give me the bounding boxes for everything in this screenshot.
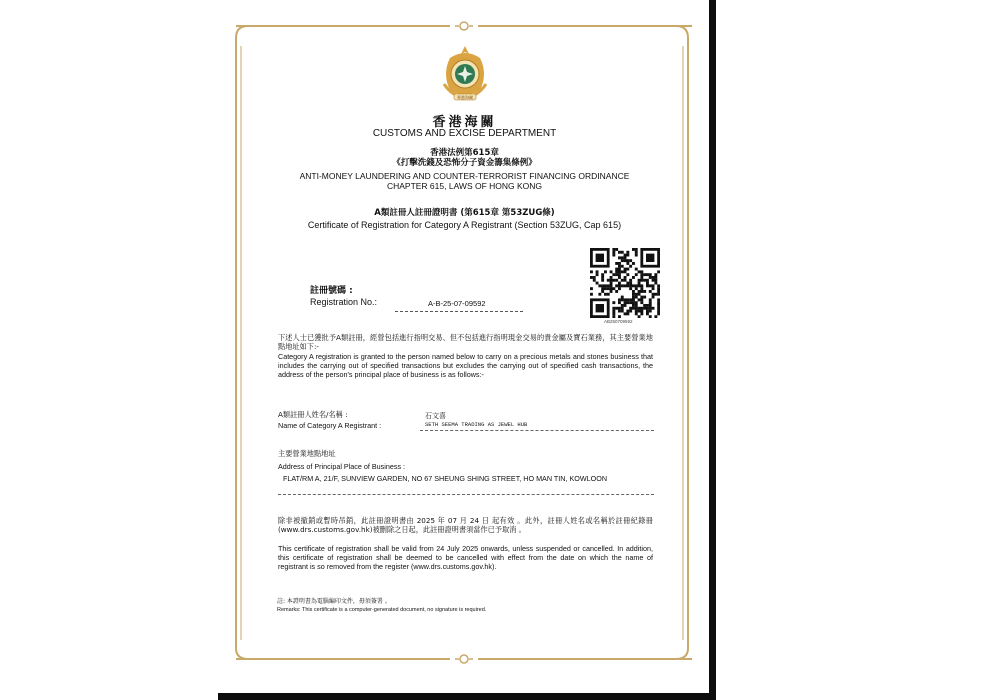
- customs-emblem-icon: [438, 44, 492, 106]
- qr-code-icon: [590, 248, 660, 318]
- viewer-edge-right: [709, 0, 716, 700]
- registration-number: A-B-25-07-09592: [428, 299, 486, 308]
- registrant-label-en: Name of Category A Registrant :: [278, 421, 382, 430]
- ordinance-en-line1: ANTI-MONEY LAUNDERING AND COUNTER-TERRORIST FINANCING ORDINANCE: [299, 171, 630, 181]
- registration-label-zh: 註冊號碼 :: [310, 286, 353, 296]
- registration-label-en: Registration No.:: [310, 297, 378, 307]
- registrant-name-zh: 石文喜: [425, 412, 446, 420]
- address-label-zh: 主要營業地點地址: [278, 449, 336, 458]
- remarks-en: Remarks: This certificate is a computer-generated document, no signature is required.: [277, 607, 487, 613]
- validity-statement-zh: 除非被撤銷或暫時吊銷，此註冊證明書由 2025 年 07 月 24 日 起有效 。此外，註冊人姓名或名稱於註冊紀錄冊(www.drs.customs.gov.hk)被刪除之日起，此註冊證明書須當作已予取消 。: [278, 516, 653, 534]
- department-title-en: CUSTOMS AND EXCISE DEPARTMENT: [372, 128, 557, 139]
- ordinance-en-line2: CHAPTER 615, LAWS OF HONG KONG: [386, 181, 543, 191]
- registration-underline: [395, 311, 523, 312]
- validity-statement-en: This certificate of registration shall be valid from 24 July 2025 onwards, unless suspended or cancelled. In addition, this certificate of registration shall be deemed to be cancelled with effect from the date on which the name of registrant is so removed from the register (www.drs.customs.gov.hk).: [278, 544, 653, 571]
- ordinance-zh-line2: 《打擊洗錢及恐怖分子資金籌集條例》: [392, 158, 537, 168]
- address-underline: [278, 494, 654, 495]
- address-label-en: Address of Principal Place of Business :: [278, 462, 406, 471]
- certificate-title-en: Certificate of Registration for Category A Registrant (Section 53ZUG, Cap 615): [307, 220, 622, 230]
- registrant-label-zh: A類註冊人姓名/名稱 :: [278, 410, 348, 419]
- grant-statement-zh: 下述人士已獲批予A類註冊，經營包括進行指明交易、但不包括進行指明現金交易的貴金屬及寶石業務，其主要營業地點地址如下:-: [278, 333, 653, 351]
- registrant-name-en: SETH SEEMA TRADING AS JEWEL HUB: [425, 421, 528, 428]
- emblem-text: 香港海關: [457, 95, 473, 100]
- viewer-edge-bottom: [218, 693, 716, 700]
- department-title-zh: 香港海關: [432, 115, 497, 130]
- ordinance-zh-line1: 香港法例第615章: [430, 148, 499, 158]
- grant-statement-en: Category A registration is granted to the person named below to carry on a precious metals and stones business that includes the carrying out of specified transactions but excludes the carrying out of specified cash transactions, the address of the person's principal place of business is as follows:-: [278, 352, 653, 379]
- address-value: FLAT/RM A, 21/F, SUNVIEW GARDEN, NO 67 SHEUNG SHING STREET, HO MAN TIN, KOWLOON: [283, 474, 608, 483]
- qr-caption: AB250709592: [604, 319, 633, 324]
- remarks-zh: 註: 本證明書為電腦編印文件，毋須簽署 。: [277, 598, 391, 605]
- registrant-underline: [420, 430, 654, 431]
- certificate-title-zh: A類註冊人註冊證明書 (第615章 第53ZUG條): [374, 208, 555, 218]
